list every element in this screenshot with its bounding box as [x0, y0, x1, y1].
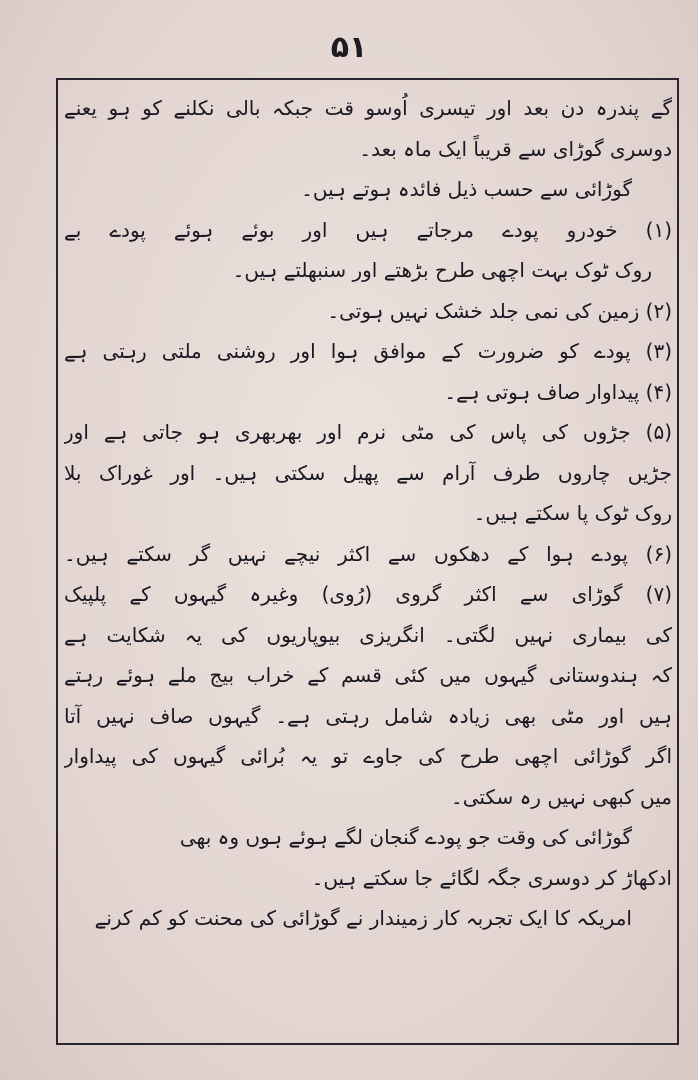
text-line: کی بیماری نہیں لگتی۔ انگریزی بیوپاریوں کی یہ شکایت ہے [64, 622, 672, 647]
text-line: (۵) جڑوں کی پاس کی مٹی نرم اور بھربھری ہو جاتی ہے اور [64, 420, 672, 444]
text-line: (۶) پودے ہوا کے دھکوں سے اکثر نیچے نہیں گر سکتے ہیں۔ [64, 541, 672, 566]
text-line: ہیں اور مٹی بھی زیادہ شامل رہتی ہے۔ گیہوں صاف نہیں آتا [64, 703, 672, 728]
text-line: دوسری گوڑای سے قریباً ایک ماہ بعد۔ [359, 136, 672, 161]
text-line: (۴) پیداوار صاف ہوتی ہے۔ [444, 379, 672, 404]
urdu-text-body [64, 88, 672, 1038]
text-line: گے پندرہ دن بعد اور تیسری اُوسو قت جبکہ بالی نکلنے کو ہو یعنے [64, 96, 672, 120]
text-line: (۱) خودرو پودے مرجاتے ہیں اور بوئے ہوئے پودے بے [64, 217, 672, 242]
text-line: روک ٹوک پا سکتے ہیں۔ [473, 501, 672, 525]
text-line: روک ٹوک بہت اچھی طرح بڑھتے اور سنبھلتے ہیں۔ [232, 258, 652, 282]
text-line: جڑیں چاروں طرف آرام سے پھیل سکتی ہیں۔ اور غوراک بلا [64, 460, 672, 485]
page-number: ۵۱ [330, 30, 368, 65]
text-line: میں کبھی نہیں رہ سکتی۔ [451, 784, 672, 809]
text-line: کہ ہندوستانی گیہوں میں کئی قسم کے خراب بیج ملے ہوئے رہتے [64, 663, 672, 687]
text-line: (۲) زمین کی نمی جلد خشک نہیں ہوتی۔ [327, 298, 672, 323]
text-line: (۷) گوڑای سے اکثر گروی (رُوی) وغیرہ گیہوں کے پلپیک [64, 582, 672, 606]
text-line: گوڑائی سے حسب ذیل فائدہ ہوتے ہیں۔ [301, 177, 632, 201]
text-line: گوڑائی کی وقت جو پودے گنجان لگے ہوئے ہوں وہ بھی [179, 825, 632, 849]
text-line: امریکہ کا ایک تجربہ کار زمیندار نے گوڑائی کی محنت کو کم کرنے [94, 906, 632, 930]
text-line: ادکھاڑ کر دوسری جگہ لگائے جا سکتے ہیں۔ [311, 865, 672, 890]
text-line: اگر گوڑائی اچھی طرح کی جاوے تو یہ بُرائی گیہوں کی پیداوار [64, 744, 672, 768]
text-line: (۳) پودے کو ضرورت کے موافق ہوا اور روشنی ملتی رہتی ہے [64, 339, 672, 363]
